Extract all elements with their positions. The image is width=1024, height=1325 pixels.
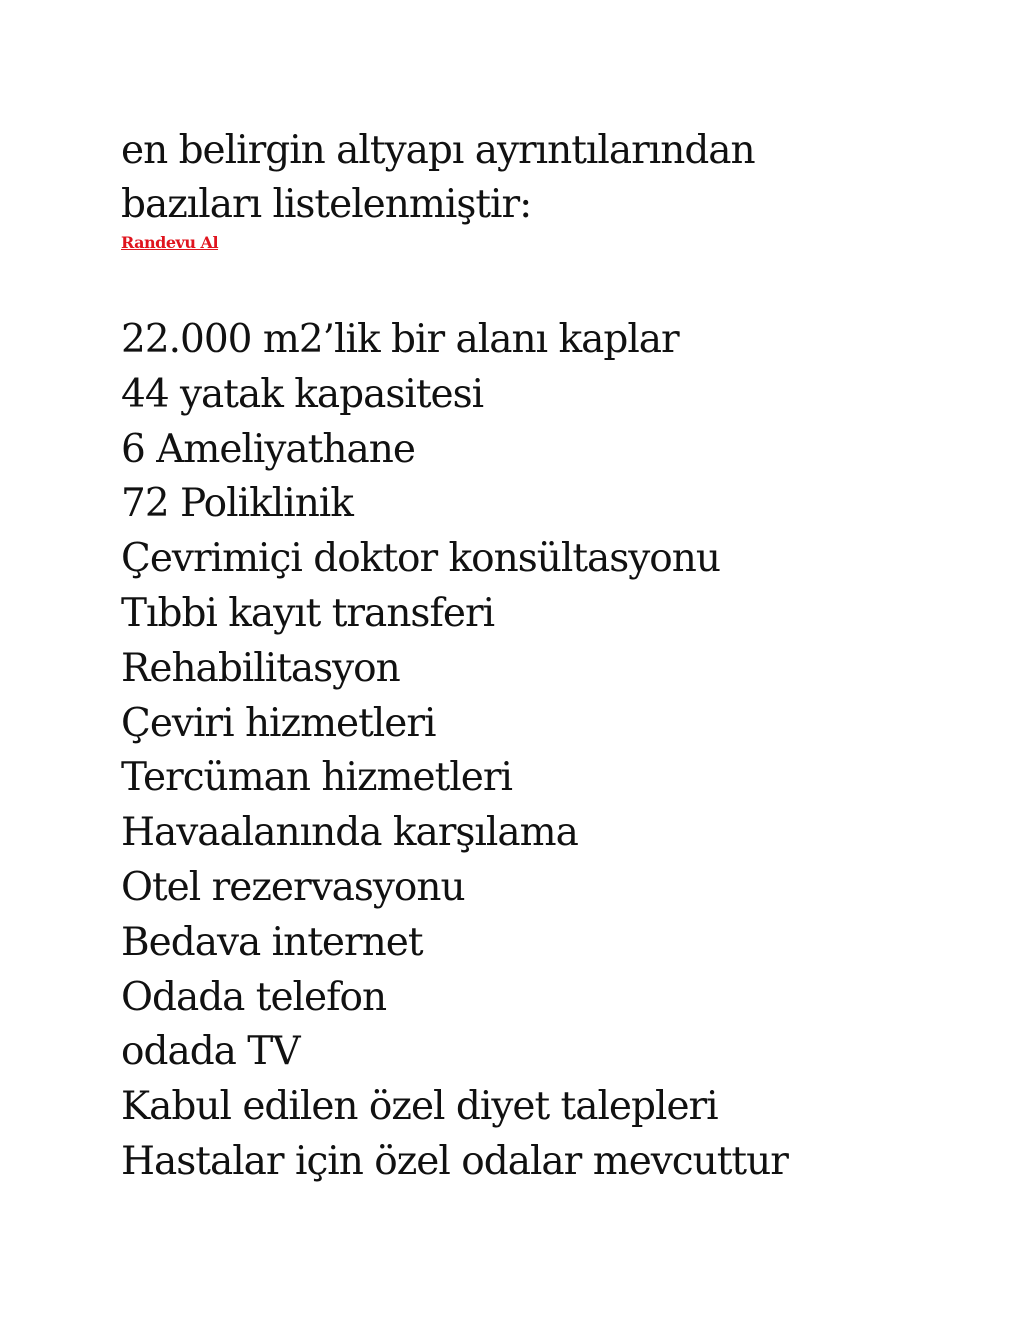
intro-paragraph (121, 124, 755, 232)
feature-item: Odada telefon (121, 974, 387, 1020)
feature-item: Otel rezervasyonu (121, 864, 465, 910)
feature-item: 44 yatak kapasitesi (121, 371, 484, 417)
feature-item: 22.000 m2’lik bir alanı kaplar (121, 317, 679, 362)
feature-item: Tıbbi kayıt transferi (121, 590, 495, 636)
feature-item: Çevrimiçi doktor konsültasyonu (121, 536, 721, 582)
intro-line-1: en belirgin altyapı ayrıntılarından (121, 128, 755, 173)
intro-line-2: bazıları listelenmiştir: (121, 182, 532, 227)
feature-item: Kabul edilen özel diyet talepleri (121, 1084, 718, 1130)
feature-item: Tercüman hizmetleri (121, 755, 512, 801)
feature-item: Havaalanında karşılama (121, 810, 578, 856)
appointment-link[interactable]: Randevu Al (121, 233, 219, 252)
feature-item: 72 Poliklinik (121, 481, 353, 527)
feature-item: odada TV (121, 1029, 300, 1075)
feature-item: Hastalar için özel odalar mevcuttur (121, 1138, 788, 1184)
feature-item: Çeviri hizmetleri (121, 700, 436, 746)
feature-item: 6 Ameliyathane (121, 426, 415, 472)
feature-list (121, 313, 788, 1190)
feature-item: Rehabilitasyon (121, 645, 400, 691)
feature-item: Bedava internet (121, 919, 423, 965)
